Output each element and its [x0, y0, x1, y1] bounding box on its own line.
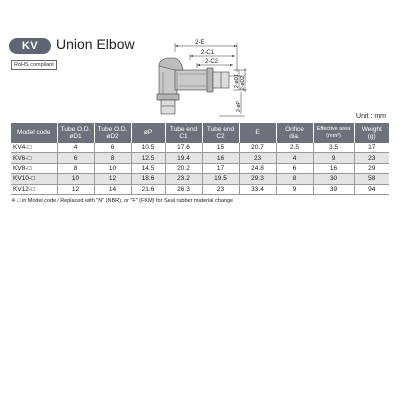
- table-cell: 39: [313, 184, 354, 194]
- table-cell: 58: [354, 174, 389, 184]
- table-cell: 23.2: [165, 174, 202, 184]
- column-header: Weight (g): [354, 123, 389, 143]
- spec-table-header-row: [11, 123, 389, 143]
- dim-label-c2: 2-C2: [205, 59, 219, 65]
- union-elbow-dimension-drawing: [155, 32, 250, 118]
- table-row: [11, 143, 389, 153]
- table-cell: 19.5: [202, 174, 239, 184]
- table-cell: 17: [354, 143, 389, 153]
- table-cell: 6: [276, 163, 313, 173]
- dim-label-e: 2-E: [195, 40, 205, 46]
- model-code-note: ※ □ in Model code ∕ Replaced with "N" (NBR), or "F" (FKM) for Seal rubber material change: [11, 198, 234, 204]
- table-cell: 10: [57, 174, 94, 184]
- table-cell: 29.3: [239, 174, 276, 184]
- table-cell: 21.6: [131, 184, 165, 194]
- table-cell: 16: [202, 153, 239, 163]
- spec-table: [11, 123, 389, 195]
- table-cell: 12.5: [131, 153, 165, 163]
- dim-label-d2: 2-øD2: [240, 76, 246, 90]
- table-cell: 20.7: [239, 143, 276, 153]
- rohs-compliant-label: RoHS compliant: [11, 60, 57, 70]
- table-cell: 23: [354, 153, 389, 163]
- table-cell: 8: [57, 163, 94, 173]
- column-header: Effective area (mm²): [313, 123, 354, 143]
- table-cell: 94: [354, 184, 389, 194]
- table-cell: 6: [57, 153, 94, 163]
- column-header: E: [239, 123, 276, 143]
- table-cell: 12: [94, 174, 131, 184]
- table-cell: 12: [57, 184, 94, 194]
- column-header: Tube end C1: [165, 123, 202, 143]
- unit-label: Unit : mm: [356, 113, 386, 120]
- table-cell: 9: [276, 184, 313, 194]
- table-row: [11, 184, 389, 194]
- table-cell: 16: [313, 163, 354, 173]
- column-header: Orifice dia.: [276, 123, 313, 143]
- column-header: Model code: [11, 123, 57, 143]
- table-cell: 8: [276, 174, 313, 184]
- table-cell: 29: [354, 163, 389, 173]
- table-cell: 10: [94, 163, 131, 173]
- table-cell: 4: [57, 143, 94, 153]
- model-code-cell: KV6-□: [11, 153, 57, 163]
- model-code-cell: KV12-□: [11, 184, 57, 194]
- table-cell: 23: [202, 184, 239, 194]
- table-cell: 8: [94, 153, 131, 163]
- table-cell: 26.3: [165, 184, 202, 194]
- dim-label-p: 2-øP: [236, 101, 242, 112]
- table-cell: 33.4: [239, 184, 276, 194]
- column-header: Tube O.D. øD2: [94, 123, 131, 143]
- table-cell: 6: [94, 143, 131, 153]
- table-row: [11, 174, 389, 184]
- table-cell: 18.6: [131, 174, 165, 184]
- table-cell: 30: [313, 174, 354, 184]
- model-code-cell: KV4-□: [11, 143, 57, 153]
- table-cell: 4: [276, 153, 313, 163]
- dim-label-d1: 2-øD1: [234, 74, 240, 88]
- table-row: [11, 153, 389, 163]
- table-cell: 23: [239, 153, 276, 163]
- table-cell: 17: [202, 163, 239, 173]
- table-cell: 14: [94, 184, 131, 194]
- table-cell: 3.5: [313, 143, 354, 153]
- model-code-cell: KV10-□: [11, 174, 57, 184]
- table-row: [11, 163, 389, 173]
- model-code-cell: KV8-□: [11, 163, 57, 173]
- table-cell: 15: [202, 143, 239, 153]
- table-cell: 14.5: [131, 163, 165, 173]
- column-header: øP: [131, 123, 165, 143]
- product-series-badge: KV: [9, 38, 51, 54]
- dim-label-c1: 2-C1: [201, 50, 215, 56]
- table-cell: 9: [313, 153, 354, 163]
- column-header: Tube O.D. øD1: [57, 123, 94, 143]
- table-cell: 17.6: [165, 143, 202, 153]
- product-title: Union Elbow: [56, 36, 135, 52]
- table-cell: 24.8: [239, 163, 276, 173]
- column-header: Tube end C2: [202, 123, 239, 143]
- table-cell: 20.2: [165, 163, 202, 173]
- table-cell: 2.5: [276, 143, 313, 153]
- table-cell: 10.5: [131, 143, 165, 153]
- table-cell: 19.4: [165, 153, 202, 163]
